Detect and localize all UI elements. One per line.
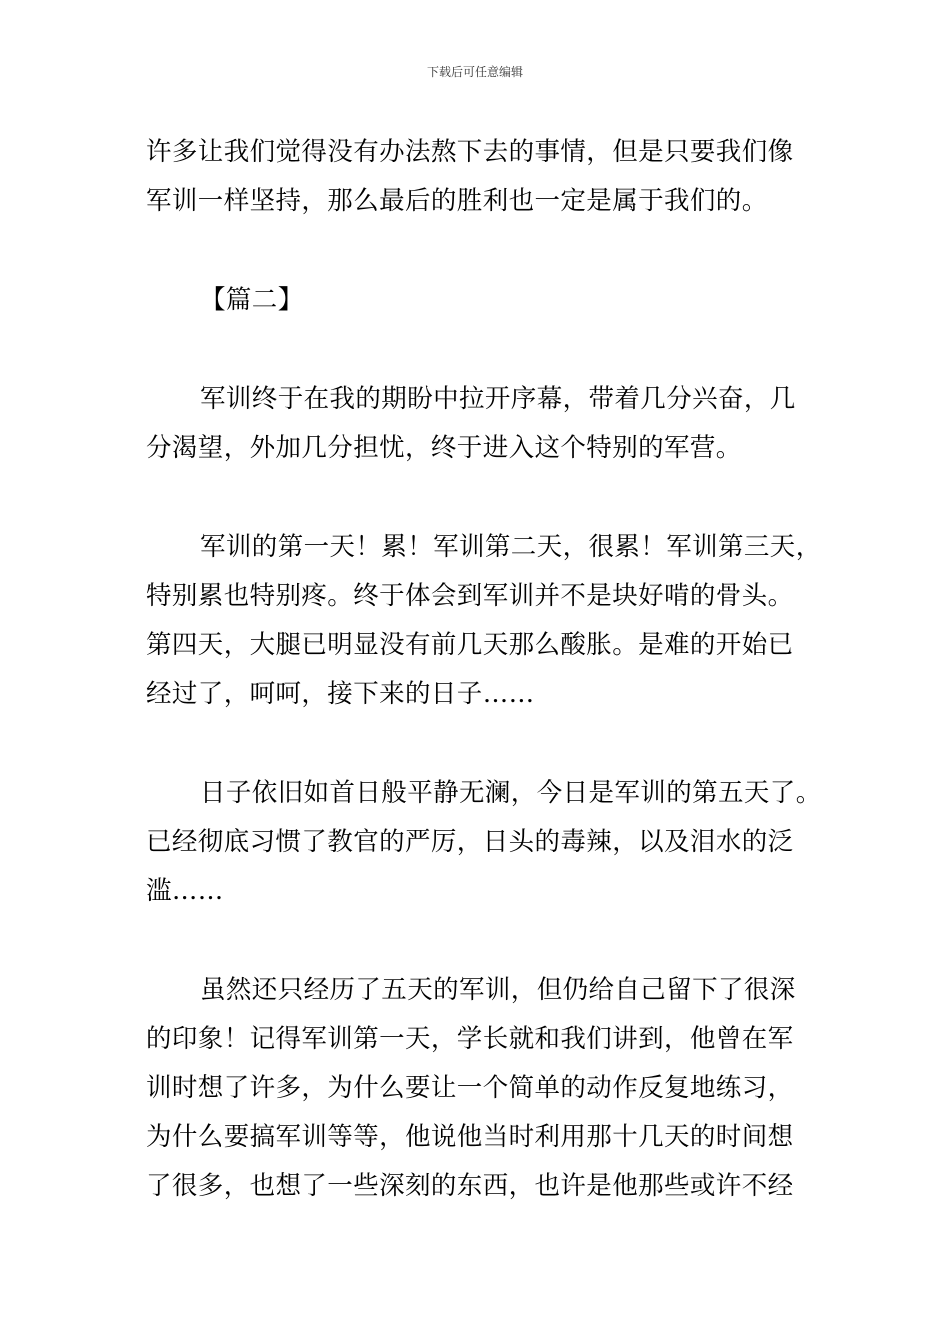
- paragraph-gap: [146, 719, 816, 769]
- paragraph-line: 分渴望，外加几分担忧，终于进入这个特别的军营。: [146, 433, 742, 463]
- paragraph-line: 滥……: [146, 876, 224, 906]
- document-body: [146, 128, 822, 1211]
- paragraph-line: 许多让我们觉得没有办法熬下去的事情，但是只要我们像: [146, 137, 794, 167]
- paragraph-gap: [146, 226, 816, 276]
- paragraph-line: 已经彻底习惯了教官的严厉，日头的毒辣，以及泪水的泛: [146, 827, 794, 857]
- paragraph-1: [146, 128, 816, 226]
- paragraph-3: [146, 375, 816, 473]
- paragraph-gap: [146, 473, 816, 523]
- section-title: 【篇二】: [200, 285, 304, 315]
- page-header: 下载后可任意编辑: [426, 65, 523, 79]
- paragraph-line: 军训一样坚持，那么最后的胜利也一定是属于我们的。: [146, 186, 768, 216]
- paragraph-line: 军训终于在我的期盼中拉开序幕，带着几分兴奋，几: [200, 384, 796, 414]
- paragraph-line: 经过了，呵呵，接下来的日子……: [146, 679, 535, 709]
- paragraph-line: 第四天，大腿已明显没有前几天那么酸胀。是难的开始已: [146, 630, 794, 660]
- paragraph-line: 为什么要搞军训等等，他说他当时利用那十几天的时间想: [146, 1122, 794, 1152]
- paragraph-4: [146, 523, 822, 719]
- paragraph-line: 虽然还只经历了五天的军训，但仍给自己留下了很深: [200, 975, 796, 1005]
- paragraph-line: 日子依旧如首日般平静无澜，今日是军训的第五天了。: [200, 778, 822, 808]
- paragraph-gap: [146, 325, 816, 375]
- paragraph-5: [146, 769, 822, 916]
- paragraph-line: 特别累也特别疼。终于体会到军训并不是块好啃的骨头。: [146, 581, 794, 611]
- paragraph-line: 军训的第一天！累！军训第二天，很累！军训第三天，: [200, 532, 822, 562]
- paragraph-line: 的印象！记得军训第一天，学长就和我们讲到，他曾在军: [146, 1024, 794, 1054]
- paragraph-gap: [146, 916, 816, 966]
- paragraph-line: 了很多，也想了一些深刻的东西，也许是他那些或许不经: [146, 1171, 794, 1201]
- paragraph-line: 训时想了许多，为什么要让一个简单的动作反复地练习，: [146, 1073, 794, 1103]
- paragraph-6: [146, 966, 816, 1211]
- section-heading: [146, 276, 816, 325]
